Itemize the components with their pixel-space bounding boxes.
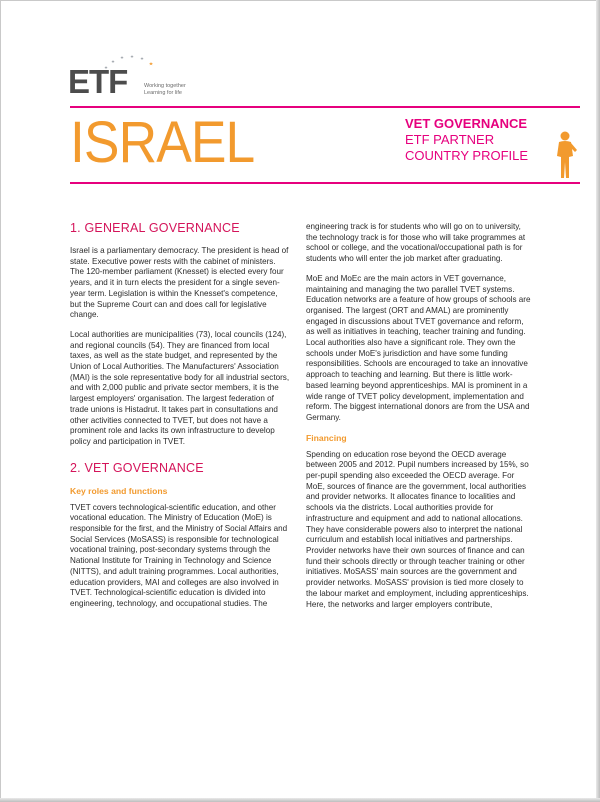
- page-shadow-bottom: [0, 798, 600, 802]
- section-heading-general-governance: 1. GENERAL GOVERNANCE: [70, 221, 240, 235]
- paragraph: Local authorities are municipalities (73), local councils (124), and regional councils (54). They are financed from local taxes, as well as the state budget, and represented by the Union of Local Authorities. The Manufacturers' Association (MAI) is the sole representative body for all industrial sectors, and with 2,000 public and private sector members, it is the largest employers' organisation. The largest federation of trade unions is Histadrut. It takes part in consultations and other activities connected to TVET, but does not have a prominent role and lacks its own infrastructure to develop policy and participation in TVET.: [70, 329, 290, 446]
- subheading-key-roles: Key roles and functions: [70, 485, 168, 496]
- header-rule-top: [70, 106, 580, 108]
- person-figure-icon: [549, 130, 581, 180]
- profile-subtitle: [405, 116, 555, 164]
- left-column: [70, 220, 290, 619]
- tagline-line-2: Learning for life: [144, 90, 182, 96]
- subtitle-line-1: VET GOVERNANCE: [405, 116, 528, 131]
- subheading-financing: Financing: [306, 432, 347, 443]
- country-title: ISRAEL: [70, 110, 255, 175]
- etf-logo: [68, 52, 208, 104]
- subtitle-line-3: COUNTRY PROFILE: [405, 148, 529, 163]
- paragraph: Spending on education rose beyond the OECD average between 2005 and 2012. Pupil numbers increased by 15%, so per-pupil spending also exceeded the OECD average. For MoE, sources of finance are the government, local authorities and provider networks. It allocates finance to localities and schools via the districts. Local authorities provide for infrastructure and equipment and add to national allocations. They have considerable powers also to interpret the national curriculum and establish local initiatives and partnerships. Provider networks have their own sources of finance and can fund their schools directly or through teacher training or other initiatives. MoSASS' main sources are the government and provider networks. MoSASS' provision is tied more closely to the labour market and employment, including apprenticeships. Here, the networks and larger employers contribute,: [306, 449, 529, 609]
- right-column: [306, 222, 532, 619]
- tagline-line-1: Working together: [144, 83, 186, 89]
- paragraph: engineering track is for students who will go on to university, the technology track is for those who will take programmes at school or college, and the vocational/occupational path is for students who will enter the job market after graduating.: [306, 222, 526, 264]
- subtitle-line-2: ETF PARTNER: [405, 132, 495, 147]
- logo-mark: ETF: [68, 63, 128, 100]
- paragraph: TVET covers technological-scientific education, and other vocational education. The Ministry of Education (MoE) is responsible for the first, and the Ministry of Social Affairs and Social Services (MoSASS) is responsible for technological vocational training, post-secondary systems through the National Institute for Training in Technology and Science (NITTS), and adult training programmes. Local authorities, education providers, MAI and colleges are also involved in TVET. Technological-scientific education is divided into engineering, technology, and occupational studies. The: [70, 502, 288, 608]
- page-shadow-right: [596, 0, 600, 802]
- logo-tagline: [144, 83, 186, 97]
- paragraph: MoE and MoEc are the main actors in VET governance, maintaining and managing the two parallel TVET systems. Education networks are a feature of how groups of schools are organised. The largest (ORT and AMAL) are prominently engaged in discussions about TVET governance and reform, as well as initiatives in teaching, teacher training and funding. Local authorities also have a significant role. They own the schools under MoE's jurisdiction and have some funding responsibilities. Schools are encouraged to take an innovative approach to teaching and learning. But there is little work-based learning beyond apprenticeships. MAI is prominent in a wide range of TVET policy development, implementation and reform. The biggest international donors are from the USA and Germany.: [306, 273, 531, 422]
- header-rule-bottom: [70, 182, 580, 184]
- paragraph: Israel is a parliamentary democracy. The president is head of state. Executive power rests with the cabinet of ministers. The 120-member parliament (Knesset) is elected every four years, and it in turn elects the president for a single seven-year term. Legislation is within the Knesset's competence, but the Supreme Court can and does call for legislative change.: [70, 246, 289, 320]
- section-heading-vet-governance: 2. VET GOVERNANCE: [70, 460, 204, 475]
